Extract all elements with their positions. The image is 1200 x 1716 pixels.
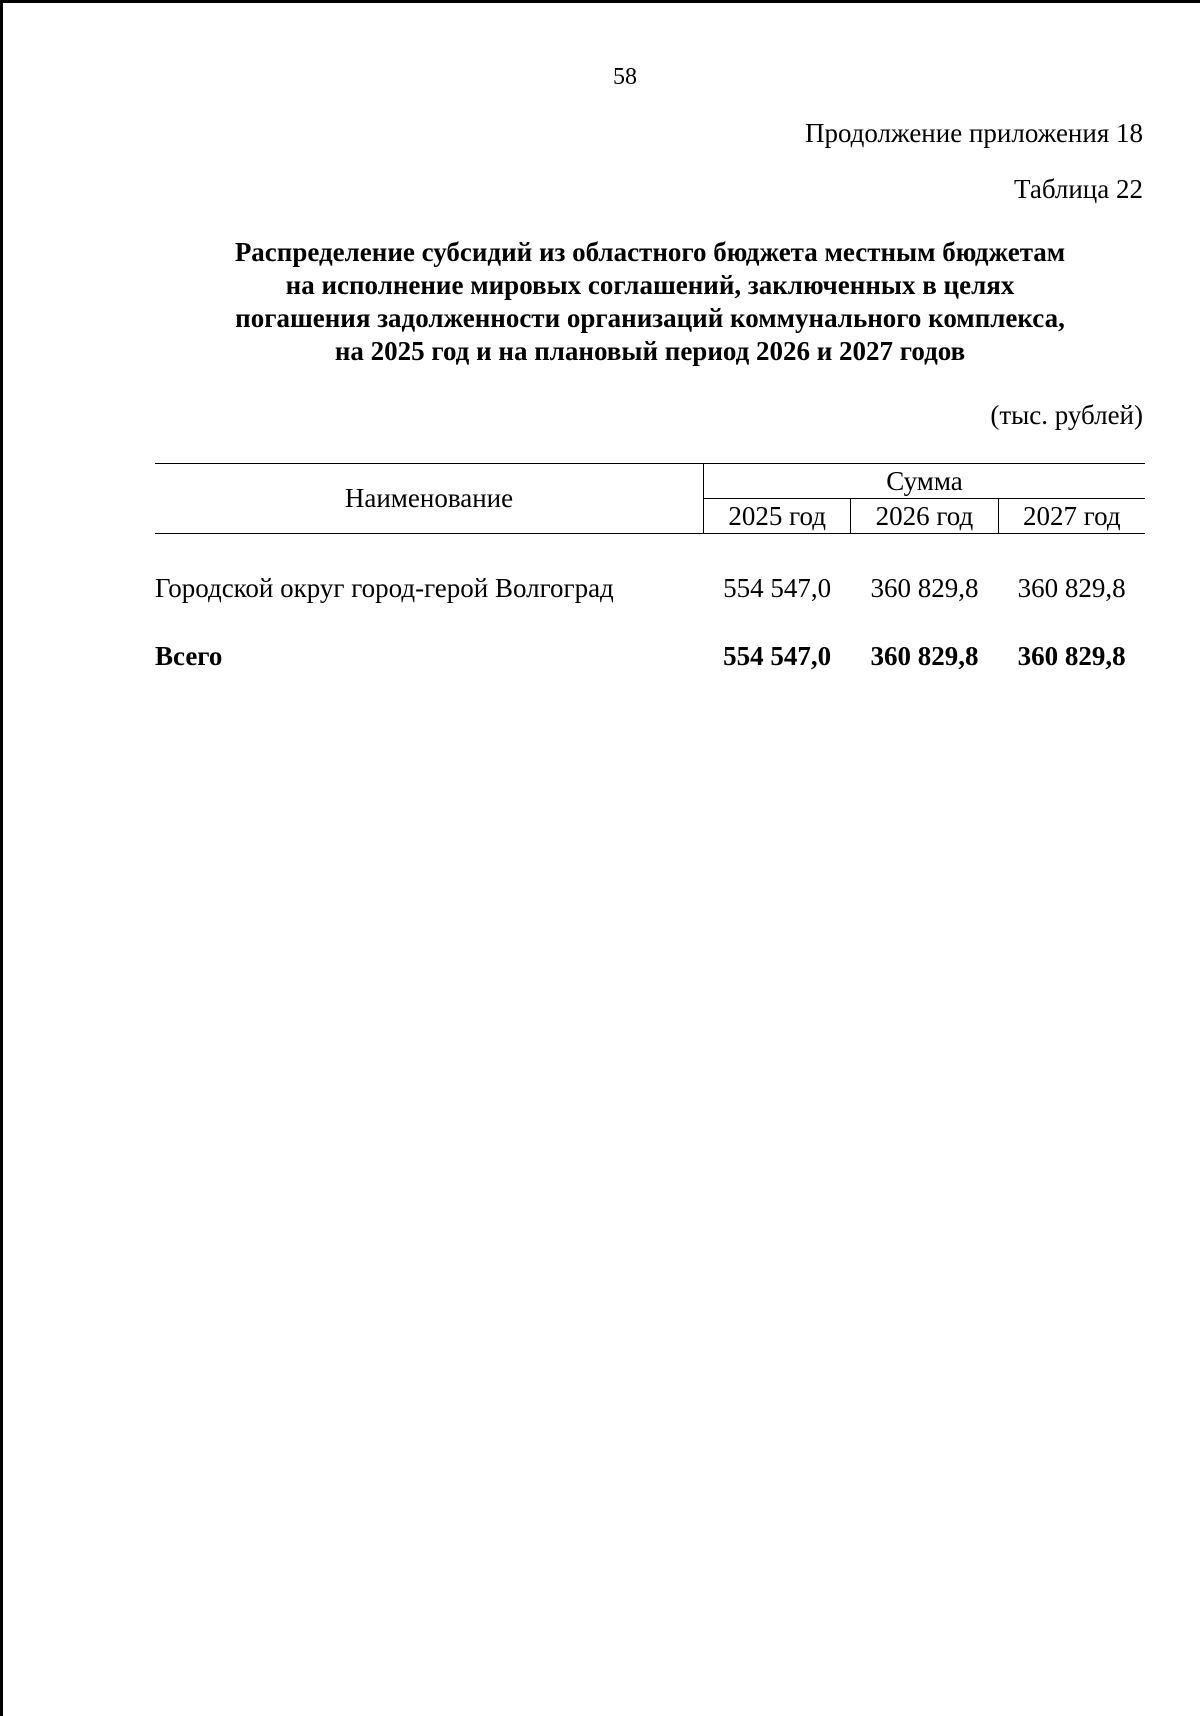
table-number: Таблица 22 (1014, 174, 1143, 204)
title-line: Распределение субсидий из областного бюджета местным бюджетам (234, 237, 1066, 267)
header-name: Наименование (155, 464, 703, 534)
title-line: на 2025 год и на плановый период 2026 и 2027 годов (334, 336, 966, 366)
row-value-2025: 554 547,0 (723, 572, 832, 603)
header-sum: Сумма (703, 464, 1145, 499)
total-value-2027: 360 829,8 (1017, 640, 1126, 671)
title-line: погашения задолженности организаций коммунального комплекса, (235, 303, 1065, 333)
page-border-top (0, 0, 1200, 3)
page-number: 58 (613, 64, 637, 90)
row-value-2027: 360 829,8 (1017, 572, 1126, 603)
spacer-row (155, 534, 1145, 555)
header-year-2025: 2025 год (703, 499, 850, 534)
header-year-2026: 2026 год (851, 499, 998, 534)
units-label: (тыс. рублей) (990, 400, 1143, 430)
total-value-2025: 554 547,0 (723, 640, 832, 671)
header-year-2027: 2027 год (998, 499, 1145, 534)
appendix-note: Продолжение приложения 18 (804, 118, 1143, 148)
total-value-2026: 360 829,8 (870, 640, 979, 671)
subsidy-table (155, 463, 1145, 690)
page-border-left (0, 0, 3, 1716)
row-name: Городской округ город-герой Волгоград (155, 572, 614, 603)
total-row (155, 622, 1145, 690)
title-line: на исполнение мировых соглашений, заключенных в целях (285, 270, 1015, 300)
table-header-row (155, 464, 1145, 499)
row-value-2026: 360 829,8 (870, 572, 979, 603)
table-row (155, 554, 1145, 622)
total-label: Всего (155, 640, 223, 671)
document-title (150, 236, 1150, 368)
